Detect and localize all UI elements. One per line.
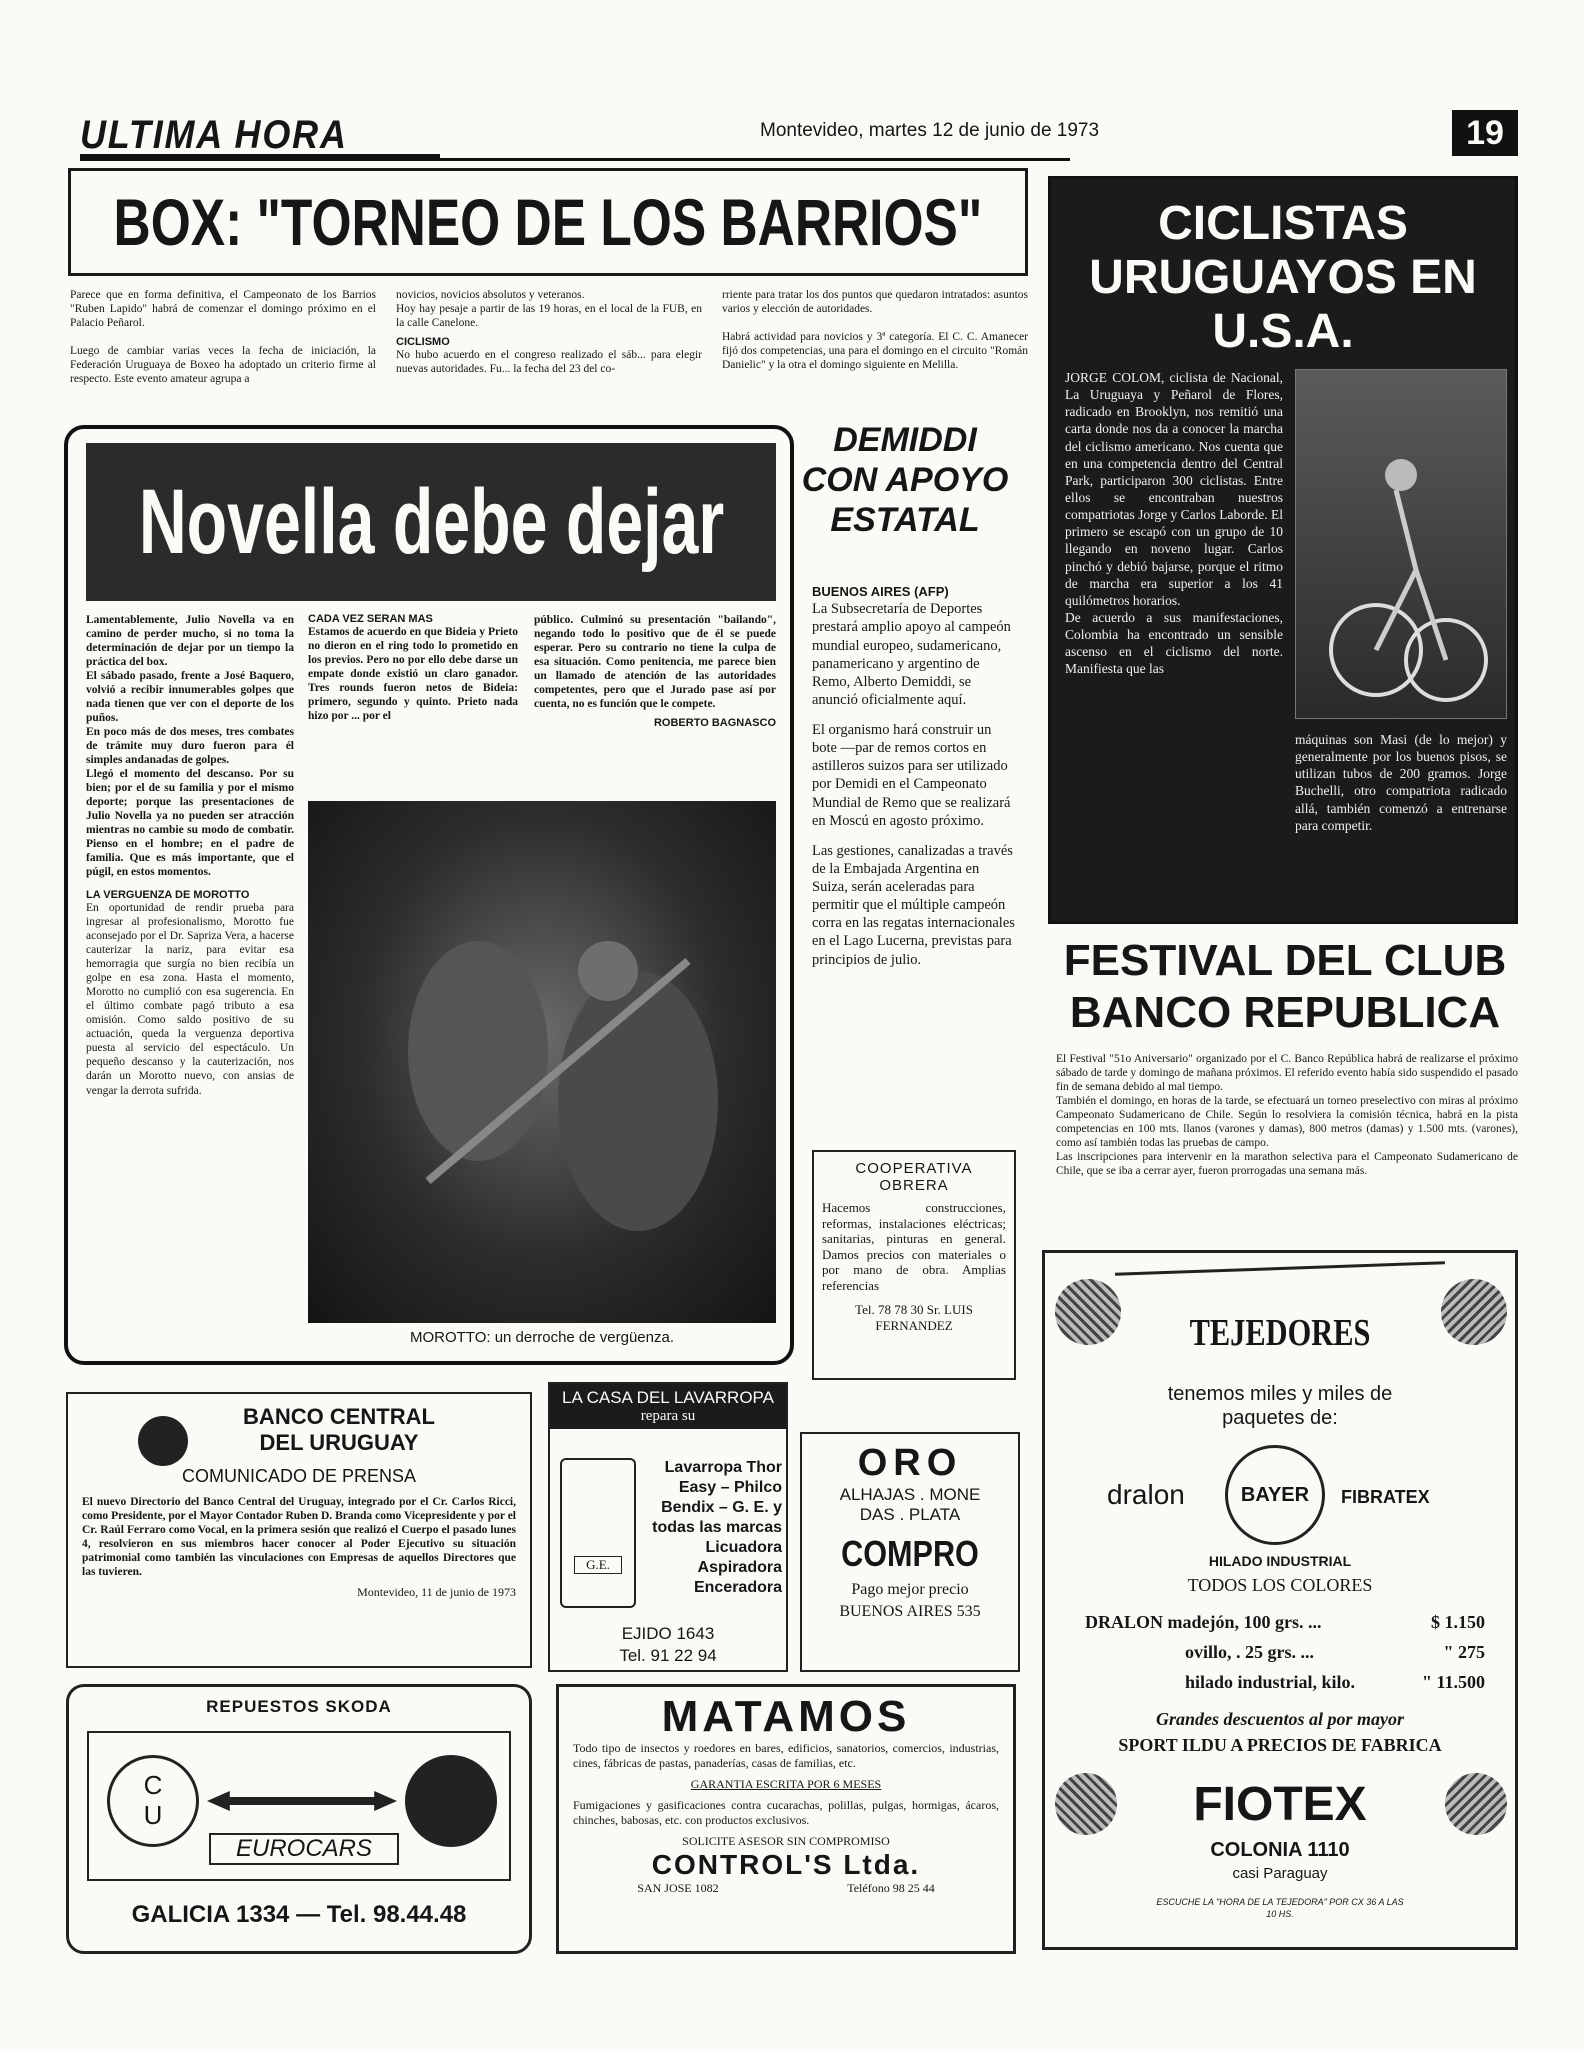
box-torneo-article	[70, 288, 1028, 412]
tejedores-brand-left: dralon	[1107, 1479, 1185, 1510]
festival-headline2: BANCO REPUBLICA	[1069, 988, 1501, 1037]
tejedores-hilado: HILADO INDUSTRIAL	[1208, 1553, 1352, 1569]
skoda-ad	[66, 1684, 532, 1954]
festival-headline1: FESTIVAL DEL CLUB	[1063, 936, 1507, 985]
dateline: Montevideo, martes 12 de junio de 1973	[760, 120, 1100, 141]
lavarropa-banner1: LA CASA DEL LAVARROPA	[562, 1388, 774, 1407]
washer-lady-icon	[560, 1458, 636, 1608]
matamos-address: SAN JOSE 1082	[637, 1881, 719, 1895]
cada-vez-subhead: CADA VEZ SERAN MAS	[308, 613, 433, 625]
morotto-caption: MOROTTO: un derroche de vergüenza.	[409, 1329, 674, 1346]
box-torneo-headline: BOX: "TORNEO DE LOS BARRIOS"	[113, 185, 983, 259]
ciclistas-box	[1048, 176, 1518, 924]
box-torneo-text2: novicios, novicios absolutos y veteranos. Hoy hay pesaje a partir de las 19 horas, en el local de la FUB, en la calle Canelone.	[396, 289, 702, 330]
oro-compro: COMPRO	[841, 1533, 979, 1574]
price-row	[1085, 1667, 1485, 1697]
tejedores-corner: casi Paraguay	[1232, 1865, 1328, 1882]
tejedores-price-list	[1085, 1607, 1485, 1697]
tejedores-radio: ESCUCHE LA "HORA DE LA TEJEDORA" POR CX 36 A LAS 10 HS.	[1156, 1897, 1404, 1919]
bcu-subtitle: COMUNICADO DE PRENSA	[181, 1466, 417, 1486]
matamos-title: MATAMOS	[661, 1692, 911, 1741]
oro-line1: ALHAJAS . MONE	[839, 1485, 981, 1504]
bcu-title1: BANCO CENTRAL	[243, 1404, 435, 1429]
fiotex-logo: FIOTEX	[1193, 1778, 1367, 1831]
novella-text2: Estamos de acuerdo en que Bideia y Prieto no dieron en el ring todo lo prometido en los previos. Pero no por ello debe darse un empate donde existió un claro ganador. Tres rounds fueron netos de Bideia: primero, segundo y quinto. Prieto nada hizo por ... por el	[308, 626, 518, 723]
matamos-company: CONTROL'S Ltda.	[651, 1849, 921, 1880]
verguenza-subhead: LA VERGUENZA DE MOROTTO	[86, 889, 250, 902]
tejedores-sport: SPORT ILDU A PRECIOS DE FABRICA	[1118, 1735, 1442, 1755]
box-torneo-text2b: No hubo acuerdo en el congreso realizado el sáb... para elegir nuevas autoridades. Fu... la fecha del 23 del co-	[396, 349, 702, 376]
tejedores-line1: tenemos miles y miles de	[1167, 1383, 1393, 1405]
novella-text3: público. Culminó su presentación "bailando", negando todo lo positivo que de él se puede esperar. Pero su contrario no tiene la culpa de esa situación. Como penitencia, me parece bien un llamado de atención de las autoridades competentes, pero que el Jurado pase así por cuenta, no es función que le compete.	[534, 614, 776, 711]
cooperativa-body: Hacemos construcciones, reformas, instalaciones eléctricas; sanitarias, pinturas en general. Damos precios con materiales o por mano de obra. Amplias referencias	[822, 1200, 1006, 1293]
demiddi-dateline: BUENOS AIRES (AFP)	[812, 584, 949, 599]
ciclismo-subhead: CICLISMO	[396, 336, 450, 349]
box-torneo-col1	[70, 288, 376, 412]
demiddi-p1: La Subsecretaría de Deportes prestará amplio apoyo al campeón mundial europeo, sudamericano, panamericano y argentino de Remo, Alberto Demiddi, se anunció oficialmente aquí.	[812, 601, 1011, 708]
boxers-illustration	[308, 801, 776, 1323]
cyclist-photo	[1295, 369, 1507, 719]
morotto-photo	[308, 801, 776, 1323]
tejedores-colores: TODOS LOS COLORES	[1187, 1575, 1373, 1595]
arrow-icon	[207, 1791, 397, 1811]
cu-top: C	[143, 1770, 163, 1800]
oro-ad	[800, 1432, 1020, 1672]
tejedores-brand-center: BAYER	[1240, 1483, 1310, 1506]
cyclist-illustration	[1296, 370, 1508, 720]
novella-col3	[534, 613, 776, 793]
oro-pago: Pago mejor precio	[851, 1581, 969, 1598]
ciclistas-body-left: JORGE COLOM, ciclista de Nacional, La Uruguaya y Peñarol de Flores, radicado en Brooklyn, nos remitió una carta donde nos da a conocer la marcha del ciclismo americano. Nos cuenta que en una competencia dentro del Central Park, participaron 300 ciclistas. Entre ellos se encontraban nuestros compatriotas Jorge y Carlos Laborde. El primero se escapó con un grupo de 10 llegando en noveno lugar. Carlos pinchó y debió bajarse, porque el ritmo de marcha era superior a los 41 quilómetros horarios. De acuerdo a sus manifestaciones, Colombia ha encontrado un sensible ascenso en el ciclismo del norte. Manifiesta que las	[1065, 370, 1283, 677]
novella-headline: Novella debe dejar	[138, 471, 724, 573]
matamos-solicite: SOLICITE ASESOR SIN COMPROMISO	[682, 1834, 890, 1848]
novella-text1: Lamentablemente, Julio Novella va en camino de perder mucho, si no toma la determinación de dejar por un tiempo la práctica del box. El sábado pasado, frente a José Baquero, volvió a recibir innumerables golpes que nada tienen que ver con el deporte de los puños. En poco más de dos meses, tres combates de trámite muy duro fueron para él simples andanadas de golpes. Llegó el momento del descanso. Por su bien; por el de su familia y por el mismo deporte; porque las presentaciones de Julio Novella ya no pueden ser atracción mientras no cambie su modo de combatir. Pienso en el hombre; en el padre de familia. Que es más importante, que el púgil, en estos momentos.	[86, 614, 294, 879]
skoda-wing-icon	[405, 1755, 497, 1847]
banco-central-ad	[66, 1392, 532, 1668]
bcu-title2: DEL URUGUAY	[259, 1430, 419, 1455]
novella-headline-banner	[86, 443, 776, 601]
novella-text1b: En oportunidad de rendir prueba para ingresar al profesionalismo, Morotto fue aconsejado por el Dr. Sapriza Vera, a hacerse cauterizar la nariz, para evitar esa hemorragia que surgía no bien recibía un golpe en esa zona. Hasta el momento, Morotto no cumplió con esa sugerencia. En el último combate pagó tributo a esa omisión. Como saldo positivo de su actuación, queda la verguenza deportiva puesta al servicio del espectáculo. Un pequeño descanso y la cauterización, nos darán un Morotto nuevo, con ansias de vengar la derrota sufrida.	[86, 902, 294, 1097]
box-torneo-col2	[396, 288, 702, 412]
box-torneo-headline-box	[68, 168, 1028, 276]
masthead-logo	[80, 112, 440, 158]
knitting-needles-icon	[1115, 1261, 1445, 1276]
price-value: $ 1.150	[1431, 1612, 1485, 1632]
matamos-body1: Todo tipo de insectos y roedores en bares, edificios, sanatorios, comercios, industrias, cines, fábricas de pastas, panaderías, casas de familias, etc.	[573, 1741, 999, 1770]
ciclistas-headline: CICLISTAS URUGUAYOS EN U.S.A.	[1089, 197, 1477, 358]
lavarropa-body: Lavarropa Thor Easy – Philco Bendix – G. E. y todas las marcas Licuadora Aspiradora Enceradora	[652, 1459, 782, 1596]
price-value: " 11.500	[1422, 1672, 1485, 1692]
logo-text: ULTIMA HORA	[80, 113, 348, 157]
demiddi-article	[812, 578, 1017, 968]
bayer-cross-icon	[1225, 1445, 1325, 1545]
box-torneo-col3	[722, 288, 1028, 412]
lavarropa-phone: Tel. 91 22 94	[619, 1646, 717, 1665]
novella-col1	[86, 613, 294, 1343]
box-torneo-text1: Parece que en forma definitiva, el Campeonato de los Barrios "Ruben Lapido" habrá de comenzar el domingo próximo en el Palacio Peñarol. Luego de cambiar varias veces la fecha de iniciación, la Federación Uruguaya de Boxeo ha adoptado un criterio firme al respecto. Este evento amateur agrupa a	[70, 289, 376, 386]
demiddi-headline: DEMIDDI CON APOYO ESTATAL	[801, 421, 1009, 539]
box-torneo-text3: rriente para tratar los dos puntos que quedaron intratados: asuntos varios y elección de autoridades. Habrá actividad para novicios y 3ª categoría. El C. C. Amanecer fijó dos competencias, una para el domingo en el circuito "Román Danielic" y la otra el domingo siguiente en Melilla.	[722, 289, 1028, 372]
novella-col2	[308, 613, 518, 793]
oro-address: BUENOS AIRES 535	[839, 1603, 981, 1620]
price-item: ovillo, . 25 grs. ...	[1185, 1642, 1314, 1662]
cooperativa-title1: COOPERATIVA	[855, 1160, 973, 1177]
demiddi-p3: Las gestiones, canalizadas a través de la Embajada Argentina en Suiza, serán aceleradas para permitir que el múltiple campeón corra en las regatas internacionales en el Lago Lucerna, previstas para principios de julio.	[812, 842, 1015, 968]
cu-logo-icon	[107, 1755, 199, 1847]
festival-body: El Festival "51o Aniversario" organizado por el C. Banco República habrá de realizarse el próximo sábado de tarde y domingo de mañana próximos. El referido evento había sido suspendido el pasado fin de semana debido al mal tiempo. También el domingo, en horas de la tarde, se efectuará un torneo preselectivo con miras al próximo Campeonato Sudamericano de Chile. Según lo resolviera la comisión técnica, habrá en la pista competencias en 100 mts. llanos (varones y damas), 800 metros (damas) y 1.500 mts. (varones), como así también todas las pruebas de campo. Las inscripciones para intervenir en la marathon selectiva para el Campeonato Sudamericano de Chile, que se iba a cerrar ayer, fueron prorrogadas una semana más.	[1056, 1053, 1518, 1178]
matamos-ad	[556, 1684, 1016, 1954]
demiddi-p2: El organismo hará construir un bote —par de remos cortos en astilleros suizos para ser utilizado por Demidi en el Campeonato Mundial de Remo que se realizará en Moscú en agosto próximo.	[812, 722, 1011, 829]
lavarropa-banner	[550, 1384, 786, 1429]
cooperativa-ad	[812, 1150, 1016, 1380]
tejedores-address: COLONIA 1110	[1210, 1839, 1350, 1861]
tejedores-line2: paquetes de:	[1222, 1407, 1338, 1429]
bcu-body: El nuevo Directorio del Banco Central del Uruguay, integrado por el Cr. Carlos Ricci, como Presidente, por el Mayor Contador Ruben D. Branda como Vicepresidente y por el Cr. Raúl Ferraro como Vocal, en la primera sesión que realizó el Cuerpo el pasado lunes 4, resolvieron en sus miembros hacer conocer al Poder Ejecutivo su situación patrimonial como también las vinculaciones con Empresas de aquellos Directores que las tuvieren.	[82, 1496, 516, 1579]
price-item: DRALON madejón, 100 grs. ...	[1085, 1612, 1322, 1632]
novella-byline: ROBERTO BAGNASCO	[653, 717, 776, 730]
page-number: 19	[1452, 110, 1518, 156]
tejedores-title: TEJEDORES	[1189, 1312, 1371, 1354]
skoda-address: GALICIA 1334 — Tel. 98.44.48	[131, 1901, 467, 1928]
lavarropa-ad	[548, 1382, 788, 1672]
novella-box	[64, 425, 794, 1365]
matamos-footer	[573, 1881, 999, 1896]
eurocars-label: EUROCARS	[209, 1833, 399, 1865]
cu-bottom: U	[143, 1800, 163, 1830]
bcu-signoff: Montevideo, 11 de junio de 1973	[357, 1585, 516, 1600]
cooperativa-title2: OBRERA	[879, 1177, 949, 1194]
lavarropa-banner2: repara su	[640, 1408, 696, 1424]
oro-title: ORO	[857, 1442, 963, 1484]
bcu-logo-icon	[138, 1416, 188, 1466]
tejedores-brand-right: FIBRATEX	[1341, 1487, 1430, 1507]
tejedores-ad	[1042, 1250, 1518, 1950]
price-row	[1085, 1637, 1485, 1667]
skoda-title: REPUESTOS SKODA	[206, 1697, 392, 1716]
ciclistas-body-right: máquinas son Masi (de lo mejor) y generalmente por los buenos pisos, se utilizan tubos de 200 gramos. Jorge Buchelli, otro compatriota radicado allá, también comenzó a entrenarse para competir.	[1295, 732, 1507, 833]
matamos-body2: Fumigaciones y gasificaciones contra cucarachas, polillas, pulgas, hormigas, ácaros, chinches, babosas, etc. con productos exclusivos.	[573, 1798, 999, 1827]
cooperativa-contact: Tel. 78 78 30 Sr. LUIS FERNANDEZ	[855, 1301, 973, 1333]
price-value: " 275	[1443, 1642, 1485, 1662]
tejedores-descuentos: Grandes descuentos al por mayor	[1155, 1709, 1404, 1729]
masthead-rule	[80, 158, 1070, 161]
oro-line2: DAS . PLATA	[859, 1505, 961, 1524]
price-row	[1085, 1607, 1485, 1637]
matamos-phone: Teléfono 98 25 44	[847, 1881, 935, 1895]
skoda-logo-box	[87, 1731, 511, 1881]
lavarropa-address: EJIDO 1643	[621, 1624, 715, 1643]
washer-tag: G.E.	[574, 1556, 622, 1574]
price-item: hilado industrial, kilo.	[1185, 1672, 1356, 1692]
matamos-garantia: GARANTIA ESCRITA POR 6 MESES	[690, 1777, 882, 1791]
